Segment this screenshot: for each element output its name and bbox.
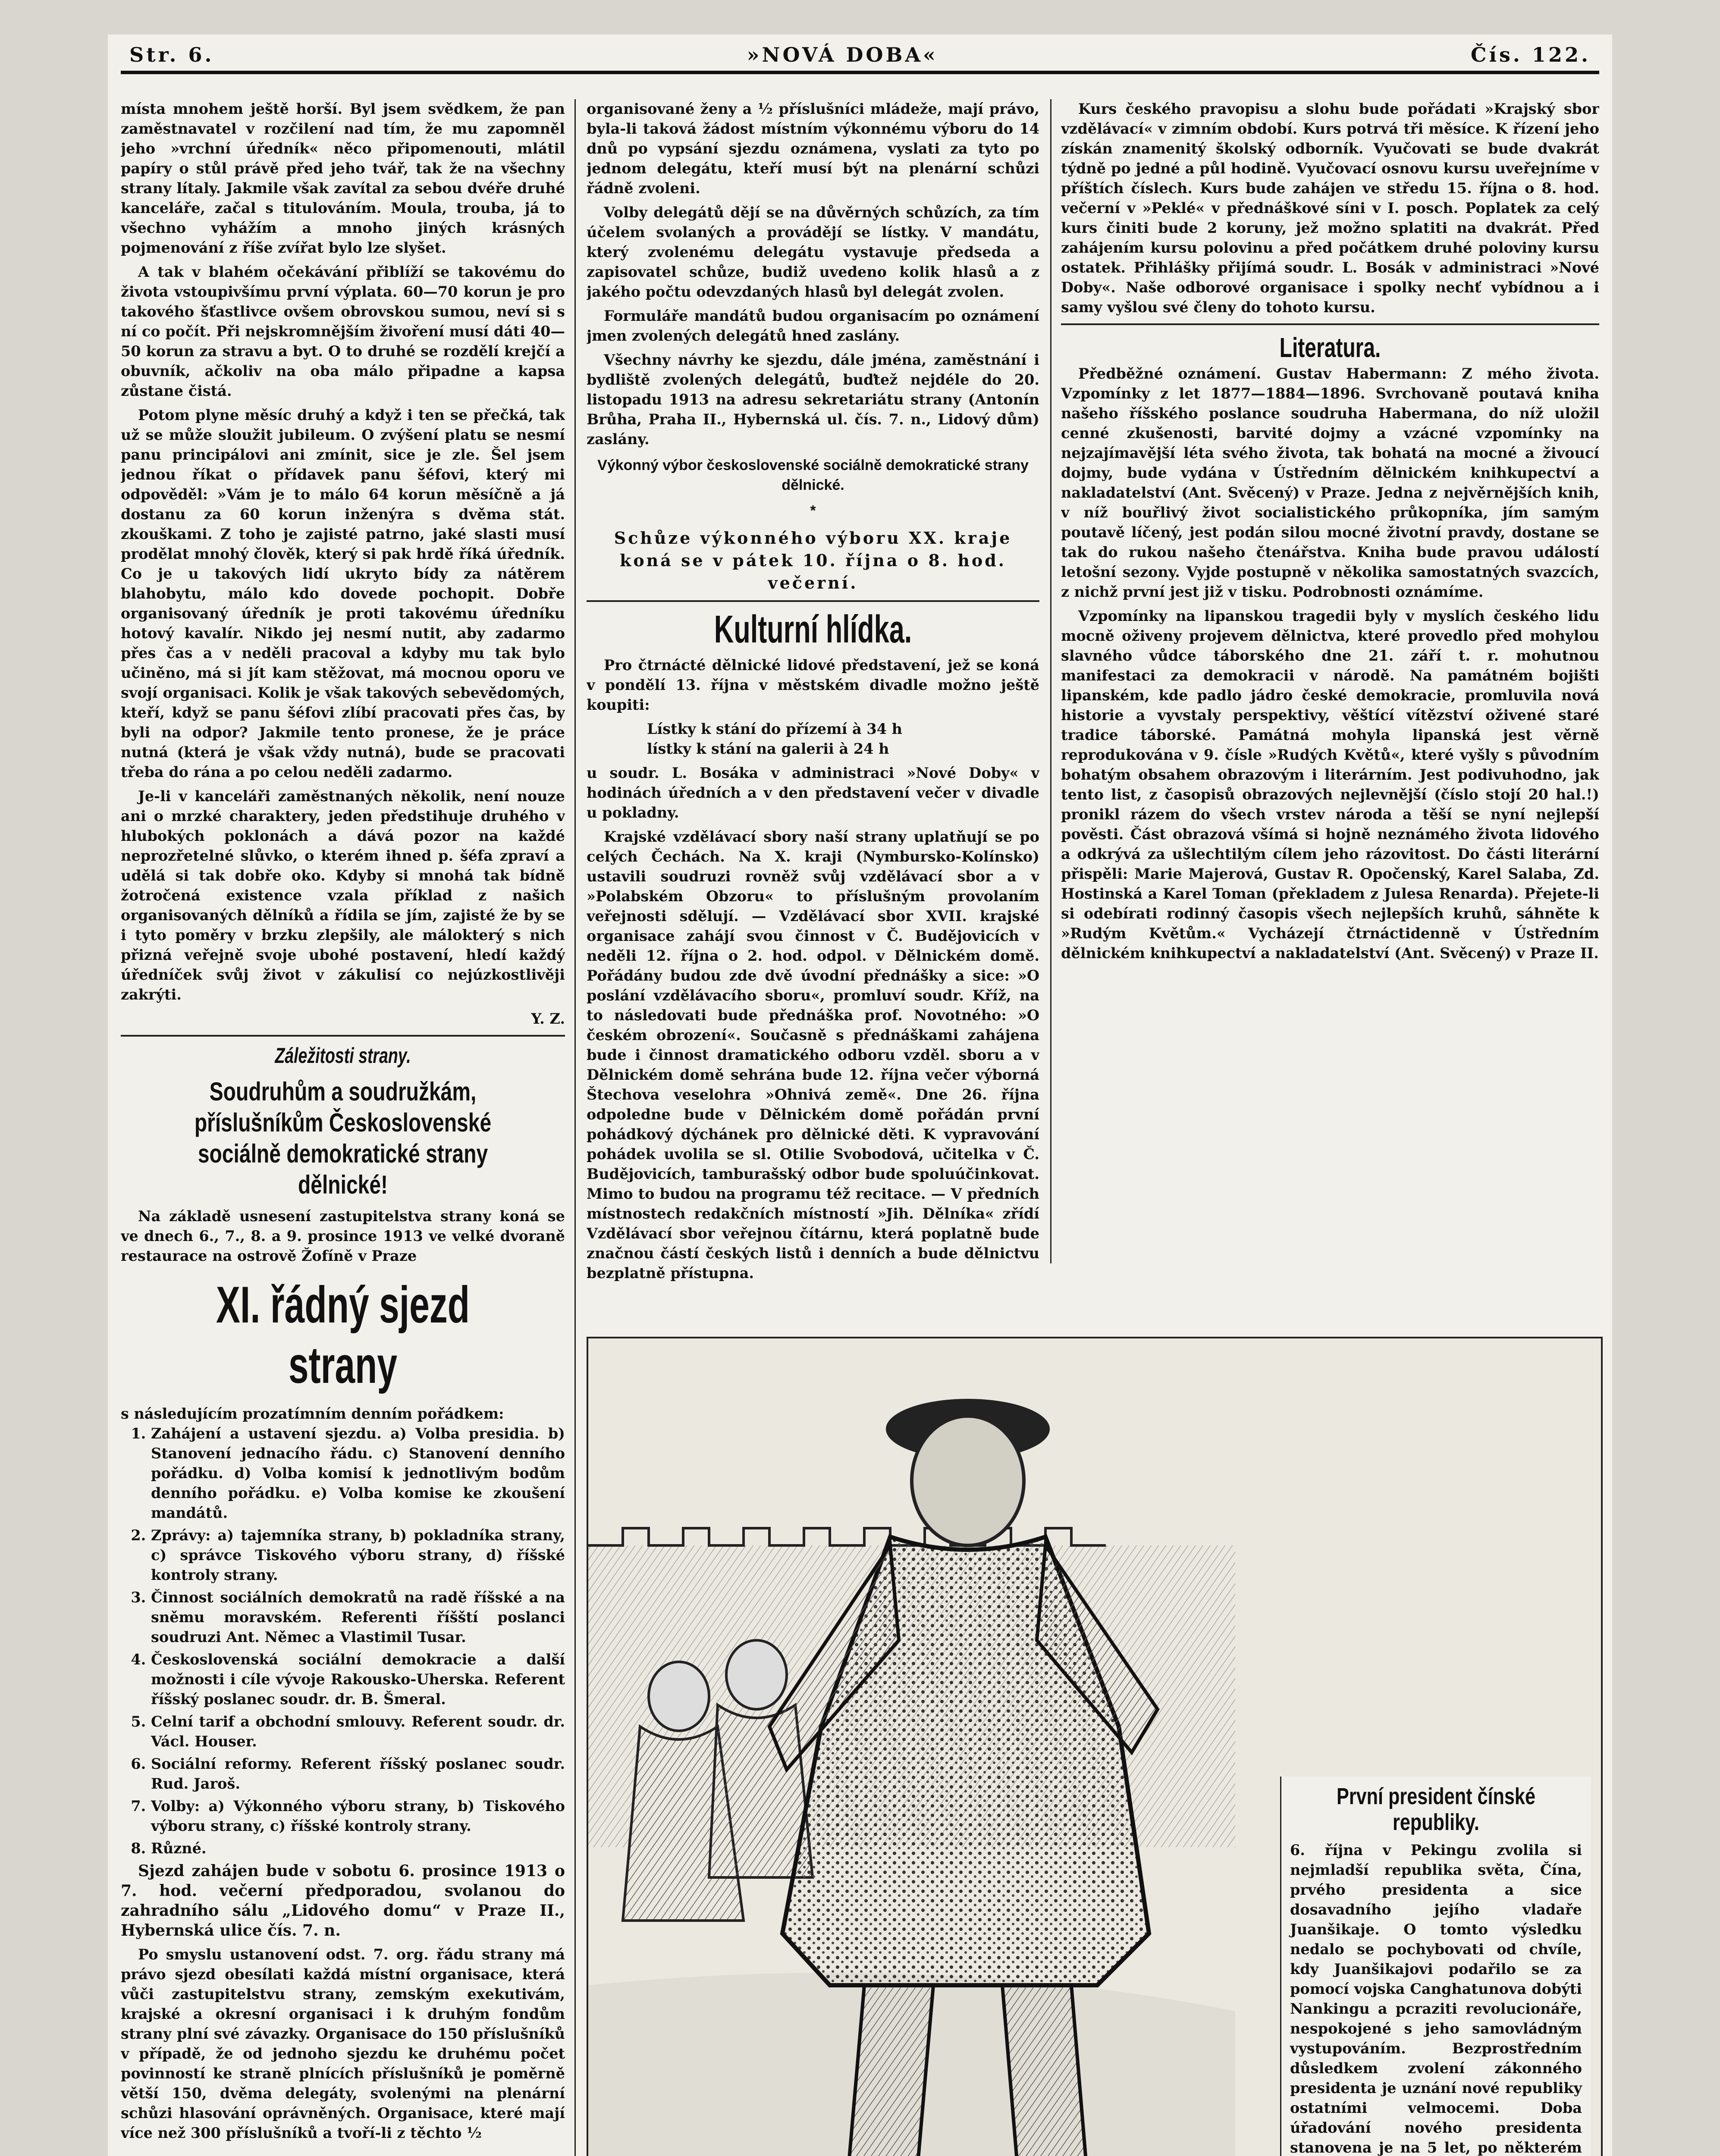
agenda-item: 7. Volby: a) Výkonného výboru strany, b) Tiskového výboru strany, c) říšské kontroly strany. bbox=[151, 1796, 565, 1836]
section-divider bbox=[587, 600, 1039, 602]
article-paragraph: Volby delegátů dějí se na důvěrných schůzích, za tím účelem svolaných a provádějí se lístky. V mandátu, který zvolenému delegátu vystavuje předseda a zapisovatel schůze, budiž uvedeno kolik hlasů a z jakého počtu odevzdaných hlasů byl delegát zvolen. bbox=[587, 204, 1039, 300]
congress-announcement: Na základě usnesení zastupitelstva strany koná se ve dnech 6., 7., 8. a 9. prosince 1913 ve velké dvoraně restaurace na ostrově Žofíně v Praze bbox=[121, 1208, 565, 1264]
ticket-line: lístky k stání na galerii à 24 h bbox=[647, 740, 889, 757]
article-paragraph: organisované ženy a ½ příslušníci mládeže, mají právo, byla-li taková žádost místním výkonnému výboru do 14 dnů po vypsání sjezdu oznámena, vyslati za tyto po jednom delegátu, kteří musí být na plenární schůzi řádně zvoleni. bbox=[587, 100, 1039, 197]
president-article bbox=[1280, 1777, 1591, 2156]
agenda-list bbox=[121, 1424, 565, 1858]
congress-opening: Sjezd zahájen bude v sobotu 6. prosince 1913 o 7. hod. večerní předporadou, svolanou do zahradního sálu „Lidového domu“ v Praze II., Hybernská ulice čís. 7. n. bbox=[121, 1862, 565, 1940]
theater-notice: Pro čtrnácté dělnické lidové představení, jež se koná v pondělí 13. října v městském divadle možno ještě koupiti: bbox=[587, 657, 1039, 713]
column-1 bbox=[121, 99, 565, 2156]
article-paragraph: Je-li v kanceláři zaměstnaných několik, není nouze ani o mrzké charaktery, jeden předstihuje druhého v hlubokých poklonách a dává pozor na každé neprozřetelné slůvko, o kterém ihned p. šéfa zpraví a udělá si tak dobře oko. Kdyby si mnohá tak bídně žotročená existence vzala příklad z našich organisovaných dělníků a řídila se jím, zajisté že by se i tyto poměry v brzku zlepšily, ale málokterý s nich přizná veřejně svoje ubohé postavení, hledí každý úředníček svůj život v zákulisí co nejúzkostlivěji zakrýti. bbox=[121, 788, 565, 1003]
agenda-item: 3. Činnost sociálních demokratů na radě říšské a na sněmu moravském. Referenti říšští poslanci soudruzi Ant. Němec a Vlastimil Tusar. bbox=[151, 1588, 565, 1647]
committee-signature: Výkonný výbor československé sociálně demokratické strany dělnické. bbox=[597, 457, 1029, 493]
asterisk-divider: * bbox=[810, 503, 816, 519]
newspaper-page bbox=[108, 34, 1612, 2156]
article-signature: Y. Z. bbox=[531, 1010, 565, 1027]
column-rule-1 bbox=[574, 99, 576, 2156]
article-paragraph: Formuláře mandátů budou organisacím po oznámení jmen zvolených delegátů hned zaslány. bbox=[587, 307, 1039, 344]
agenda-item: 2. Zprávy: a) tajemníka strany, b) pokladníka strany, c) správce Tiskového výboru strany, d) říšské kontroly strany. bbox=[151, 1526, 565, 1585]
article-paragraph: místa mnohem ještě horší. Byl jsem svědkem, že pan zaměstnavatel v rozčilení nad tím, že mu zapomněl jeho »vrchní úředník« něco připomenouti, mlátil papíry o stůl právě před jeho tvář, tak že na všechny strany lítaly. Jakmile však zavítal za sebou dvéře druhé kanceláře, začal s titulováním. Moula, trouba, já to všechno vyhážím a mnoho jiných krásných pojmenování z říše zvířat bylo lze slyšet. bbox=[121, 100, 565, 256]
article-paragraph: A tak v blahém očekávání přiblíží se takovému do života vstoupivšímu první výplata. 60—70 korun je pro takového šťastlivce ovšem obrovskou sumou, neví si s ní co počít. Při nejskromnějším živoření musí dáti 40—50 korun za stravu a byt. O to druhé se rozdělí krejčí a obuvník, ačkoliv na oba málo připadne a kapsa zůstane čistá. bbox=[121, 263, 565, 399]
agenda-item: 8. Různé. bbox=[151, 1839, 565, 1858]
section-divider bbox=[121, 1035, 565, 1037]
meeting-notice: Schůze výkonného výboru XX. kraje koná se v pátek 10. října o 8. hod. večerní. bbox=[614, 528, 1012, 592]
congress-title: XI. řádný sjezd strany bbox=[216, 1276, 470, 1394]
article-paragraph: Všechny návrhy ke sjezdu, dále jména, zaměstnání i bydliště zvolených delegátů, buďtež nejdéle do 20. listopadu 1913 na adresu sekretariátu strany (Antonín Brůha, Praha II., Hybernská ul. čís. 7. n., Lidový dům) zaslány. bbox=[587, 351, 1039, 448]
delegates-rules: Po smyslu ustanovení odst. 7. org. řádu strany má právo sjezd obesílati každá místní organisace, která vůči zastupitelstvu strany, zemským exekutivám, krajské a okresní organisaci i k druhým fondům strany plní své závazky. Organisace do 150 příslušníků v případě, že od jednoho sjezdu ke druhému počet povinností ke straně plnících příslušníků je poměrně větší 150, dvěma delegáty, svolenými na plenární schůzi hlasování oprávněných. Organisace, které mají více než 300 příslušníků a tvoří-li z těchto ½ bbox=[121, 1946, 565, 2141]
lipany-article: Vzpomínky na lipanskou tragedii byly v myslích českého lidu mocně oživeny projevem dělnictva, které provedlo před mohylou slavného vůdce táborského dne 21. září t. r. mohutnou manifestaci za demokracii v národě. Na památném bojišti lipanském, kde padlo jádro české demokracie, promluvila nová historie a vyvstaly perspektivy, věštící vítězství oživené staré tradice táborské. Památná mohyla lipanská jest věrně reprodukována v 9. čísle »Rudých Květů«, které vyšly s původním bohatým obsahem obrazovým i literárním. Jest podivuhodno, jak tento list, z časopisů obrazových nejlevnější (číslo stojí 20 hal.!) pronikl rázem do všech vrstev národa a těší se nyní nejlepší pověsti. Část obrazová všímá si hojně neznámého života lidového a odkrývá za ušlechtilým cílem jeho rázovitost. Do části literární přispěli: Marie Majerová, Gustav R. Opočenský, Karel Salaba, Zd. Hostinská a Karel Toman (překladem z Julesa Renarda). Přejete-li si odebírati rodinný časopis všech nejlepších kruhů, sáhněte k »Rudým Květům.« Vycházejí čtrnáctidenně v Ústředním dělnickém knihkupectví a nakladatelství (Ant. Svěcený) v Praze II. bbox=[1061, 608, 1599, 962]
column-rule-2 bbox=[1050, 99, 1051, 1263]
columns bbox=[121, 99, 1599, 2156]
course-announcement: Kurs českého pravopisu a slohu bude pořádati »Krajský sbor vzdělávací« v zimním období. Kurs potrvá tři měsíce. K řízení jeho získán znamenitý školský odborník. Vyučovati se bude dvakrát týdně po jedné a půl hodině. Vyučovací osnovu kursu uveřejníme v příštích číslech. Kurs bude zahájen ve středu 15. října o 8. hod. večerní v »Peklé« v přednáškové síni v I. posch. Poplatek za celý kurs činiti bude 2 koruny, jež možno splatiti na dvakrát. Před zahájením kursu polovinu a před počátkem druhé poloviny kursu ostatek. Přihlášky přijímá soudr. L. Bosák v administraci »Nové Doby«. Naše odborové organisace i spolky nechť vybídnou a i samy vyšlou své členy do tohoto kursu. bbox=[1061, 100, 1599, 316]
ticket-line: Lístky k stání do přízemí à 34 h bbox=[647, 721, 903, 737]
article-paragraph: u soudr. L. Bosáka v administraci »Nové Doby« v hodinách úředních a v den představení večer v divadle u pokladny. bbox=[587, 765, 1039, 821]
book-announcement: Předběžné oznámení. Gustav Habermann: Z mého života. Vzpomínky z let 1877—1884—1896. Svrchovaně poutavá kniha našeho říšského poslance soudruha Habermana, do níž uložil cenné zkušenosti, barvité dojmy a vzácné vzpomínky na nejzajímavější léta svého života, tak bohatá na mocné a živoucí dojmy, bude vydána v Ústředním dělnickém knihkupectví a nakladatelství (Ant. Svěcený) v Praze. Jedna z nejvěrnějších knih, v níž bouřlivý život socialistického průkopníka, jím samým poutavě líčený, jest podán silou mocné životní pravdy, dostane se tak do rukou našeho čtenářstva. Kniha bude pravou událostí letošní sezony. Vyjde postupně v několika samostatných svazcích, z nichž první jest již v tisku. Podrobnosti oznámíme. bbox=[1061, 365, 1599, 600]
appeal-heading: Soudruhům a soudružkám, příslušníkům Československé sociálně demokratické strany dělnické! bbox=[194, 1077, 492, 1199]
article-paragraph: Potom plyne měsíc druhý a když i ten se přečká, tak už se může sloužit jubileum. O zvýšení platu se nesmí panu principálovi ani zmínit, sice je zle. Šel jsem jednou říkat o přídavek panu šéfovi, který mi odpověděl: »Vám je to málo 64 korun měsíčně a já dostanu za 60 korun inženýra s dvěma stát. zkouškami. Z toho je zajisté patrno, jaké slasti musí prodělat mnohý člověk, který si pak hrdě říká úředník. Co je u takových lidí ukryto bídy za nátěrem blahobytu, málo kdo dovede pochopit. Dobře organisovaný úředník je proti takovému úředníku hotový kavalír. Nikdo jej nesmí nutit, aby zadarmo přes čas a v neděli pracoval a kdyby mu tak bylo učiněno, má si jít kam stěžovat, má mocnou oporu ve svojí organisaci. Kolik je však takových sebevědomých, kteří, když se panu šéfovi zlíbí pracovati přes čas, by byli na odpor? Jakmile tento pronese, že je práce nutná (která je však vždy nutná), bude se pracovati třeba do rána a po celou neděli zadarmo. bbox=[121, 407, 565, 780]
president-heading: První president čínské republiky. bbox=[1337, 1783, 1535, 1835]
agenda-item: 6. Sociální reformy. Referent říšský poslanec soudr. Rud. Jaroš. bbox=[151, 1754, 565, 1794]
agenda-intro: s následujícím prozatímním denním pořádkem: bbox=[121, 1405, 504, 1422]
section-divider bbox=[1061, 323, 1599, 325]
issue-number: Čís. 122. bbox=[1470, 43, 1591, 66]
agenda-item: 5. Celní tarif a obchodní smlouvy. Referent soudr. dr. Václ. Houser. bbox=[151, 1712, 565, 1752]
education-article: Krajské vzdělávací sbory naší strany uplatňují se po celých Čechách. Na X. kraji (Nymbursko-Kolínsko) ustavili soudruzi rovněž svůj vzdělávací sbor a v »Polabském Obzoru« to příslušným provolaním veřejnosti sdělují. — Vzdělávací sbor XVII. krajské organisace zahájí svou činnost v Č. Budějovicích v neděli 12. října o 2. hod. odpol. v Dělnickém domě. Pořádány budou zde dvě úvodní přednášky a sice: »O poslání vzdělávacího sboru«, promluví soudr. Kříž, na to následovati bude přednáška prof. Novotného: »O českém obrození«. Současně s přednáškami zahájena bude i činnost dramatického odboru vzděl. sboru a v Dělnickém domě sehrána bude 12. října večer výborná Štechova veselohra »Ohnivá země«. Dne 26. října odpoledne bude v Dělnickém domě pořádán první pohádkový dýchánek pro dělnické děti. K vypravování pohádek uvolila se sl. Otilie Svobodová, učitelka v Č. Budějovicích, tamburašský odbor bude spoluúčinkovat. Mimo to budou na programu též recitace. — V předních místnostech redakčních místností »Jih. Dělníka« zřídí Vzdělávací sbor veřejnou čítárnu, která poplatně bude značnou částí českých listů i denních a bude dělnictvu bezplatně přístupna. bbox=[587, 828, 1039, 1282]
page-header bbox=[121, 43, 1599, 74]
culture-heading: Kulturní hlídka. bbox=[714, 608, 912, 651]
agenda-item: 1. Zahájení a ustavení sjezdu. a) Volba presidia. b) Stanovení jednacího řádu. c) Stanovení denního pořádku. d) Volba komisí k jednotlivým bodům denního pořádku. e) Volba komise ke zkoušení mandátů. bbox=[151, 1424, 565, 1523]
president-text: 6. října v Pekingu zvolila si nejmladší republika světa, Čína, prvého presidenta a sice dosavadního jejího vladaře Juanšikaje. O tomto výsledku nedalo se pochybovati od chvíle, kdy Juanšikajovi podařilo se za pomocí vojska Canghatunova dobýti Nankingu a pcraziti revolucionáře, nespokojené s jeho samovládným vystupováním. Bezprostředním důsledkem zvolení zákonného presidenta je uznání nové republiky ostatními velmocemi. Doba úřadování nového presidenta stanovena je na 5 let, po některém bbox=[1290, 1842, 1582, 2156]
masthead-title: »NOVÁ DOBA« bbox=[747, 43, 938, 66]
literature-heading: Literatura. bbox=[1279, 332, 1381, 363]
section-heading-party: Záležitosti strany. bbox=[275, 1044, 411, 1068]
agenda-item: 4. Československá sociální demokracie a další možnosti i cíle vývoje Rakousko-Uherska. Referent říšský poslanec soudr. dr. B. Šmeral. bbox=[151, 1650, 565, 1709]
page-number: Str. 6. bbox=[129, 43, 214, 66]
